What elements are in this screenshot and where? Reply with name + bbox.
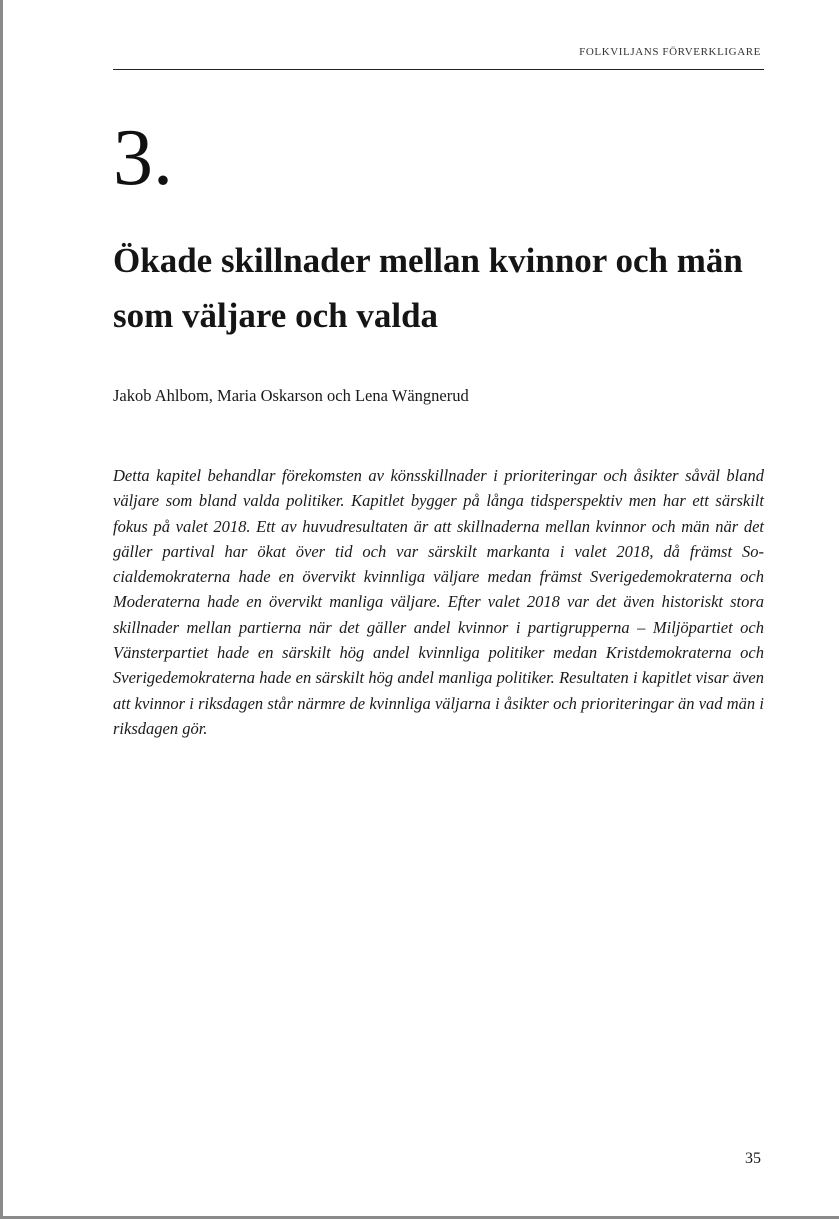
chapter-abstract: Detta kapitel behandlar förekomsten av könsskillnader i prioriteringar och åsikter såväl bland väljare som bland valda politiker. Kapitlet bygger på långa tidsperspektiv men har ett särskilt fokus på valet 2018. Ett av huvudresultaten är att skillnaderna mellan kvinnor och män när det gäller partival har ökat över tid och var särskilt markanta i valet 2018, då främst Socialdemokraterna hade en övervikt kvinnliga väljare medan främst Sverigedemokraterna och Moderaterna hade en övervikt manliga väljare. Efter valet 2018 var det även historiskt stora skillnader mellan partierna när det gäller andel kvinnor i partigrupperna – Miljöpartiet och Vänsterpartiet hade en särskilt hög andel kvinnliga politiker medan Kristdemokraterna och Sverigedemokraterna hade en särskilt hög andel manliga politiker. Resultaten i kapitlet visar även att kvinnor i riksdagen står närmre de kvinnliga väljarna i åsikter och prioriteringar än vad män i riksdagen gör.: [113, 466, 764, 738]
chapter-authors: Jakob Ahlbom, Maria Oskarson och Lena Wängnerud: [113, 386, 469, 405]
running-header: FOLKVILJANS FÖRVERKLIGARE: [579, 46, 761, 58]
page-number: 35: [745, 1150, 761, 1167]
header-rule: [113, 69, 764, 70]
chapter-number: 3.: [113, 114, 173, 202]
chapter-title: Ökade skillnader mellan kvinnor och män som väljare och valda: [113, 241, 743, 335]
